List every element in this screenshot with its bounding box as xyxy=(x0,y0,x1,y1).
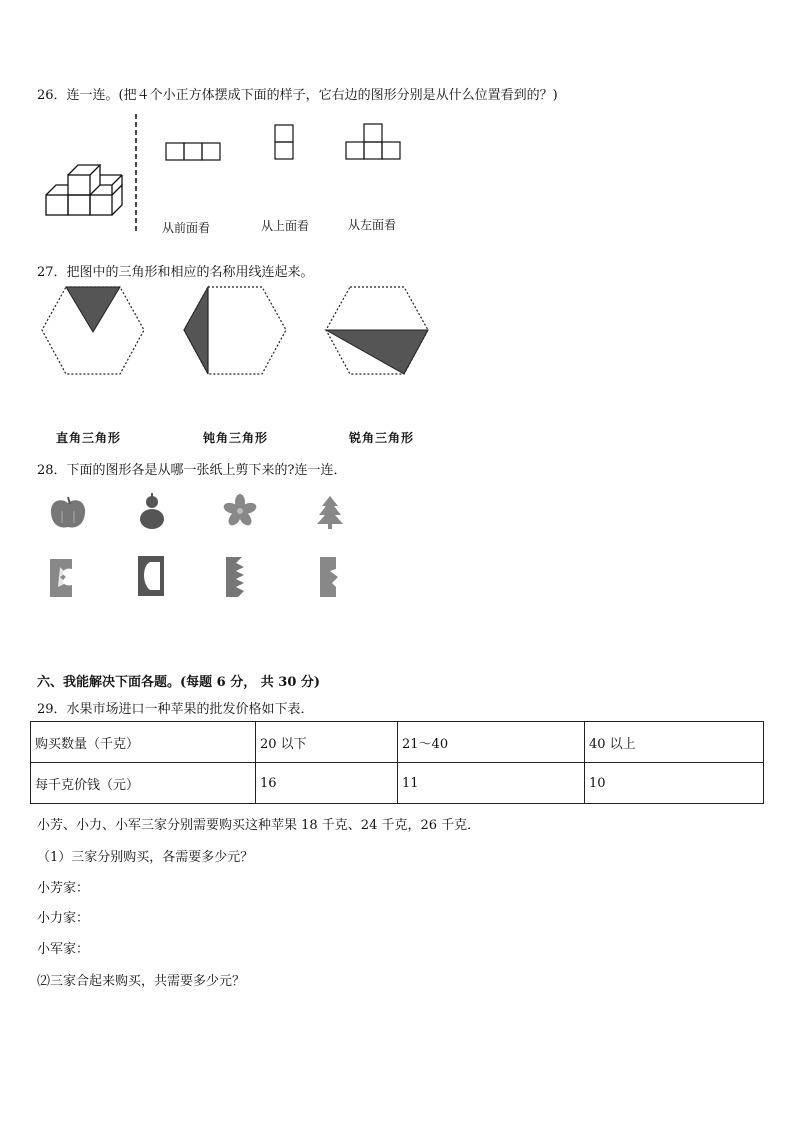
price-table xyxy=(30,721,764,804)
flower-cutout-figure xyxy=(220,493,260,529)
view-top-figure xyxy=(274,124,296,162)
label-obtuse-triangle: 钝角三角形 xyxy=(203,431,269,445)
paper-2-figure xyxy=(136,554,168,598)
table-cell: 16 xyxy=(256,763,398,804)
section-6-title: 六、我能解决下面各题。(每题 6 分， 共 30 分) xyxy=(37,675,321,690)
view-left-figure xyxy=(345,123,403,161)
answer-line-xiaoli: 小力家： xyxy=(37,911,90,926)
table-cell: 11 xyxy=(398,763,585,804)
label-left-view: 从左面看 xyxy=(348,218,397,232)
cube-stack-figure xyxy=(40,155,130,221)
label-acute-triangle: 锐角三角形 xyxy=(349,431,415,445)
table-cell: 40 以上 xyxy=(585,722,764,763)
table-cell: 21～40 xyxy=(398,722,585,763)
q29-subquestion-1: （1）三家分别购买，各需要多少元？ xyxy=(37,850,254,865)
answer-line-xiaojun: 小军家： xyxy=(37,942,90,957)
table-cell: 每千克价钱（元） xyxy=(31,763,256,804)
tree-cutout-figure xyxy=(314,494,346,530)
q27-text: 27．把图中的三角形和相应的名称用线连起来。 xyxy=(37,265,314,280)
table-cell: 10 xyxy=(585,763,764,804)
table-cell: 20 以下 xyxy=(256,722,398,763)
q29-description: 小芳、小力、小军三家分别需要购买这种苹果 18 千克、24 千克，26 千克． xyxy=(37,818,481,833)
q29-text: 29．水果市场进口一种苹果的批发价格如下表． xyxy=(37,702,314,717)
table-row xyxy=(31,722,764,763)
gourd-cutout-figure xyxy=(136,492,168,532)
hexagon-3-figure xyxy=(324,284,432,378)
paper-3-figure xyxy=(224,555,254,599)
label-front-view: 从前面看 xyxy=(162,221,211,235)
table-cell: 购买数量（千克） xyxy=(31,722,256,763)
answer-line-xiaofang: 小芳家： xyxy=(37,881,90,896)
table-row xyxy=(31,763,764,804)
apple-cutout-figure xyxy=(48,495,88,531)
label-top-view: 从上面看 xyxy=(261,219,310,233)
q29-subquestion-2: ⑵三家合起来购买，共需要多少元？ xyxy=(37,974,246,989)
q26-text: 26．连一连。(把４个小正方体摆成下面的样子，它右边的图形分别是从什么位置看到的？) xyxy=(37,88,558,103)
paper-4-figure xyxy=(318,555,346,599)
hexagon-1-figure xyxy=(40,284,148,378)
label-right-triangle: 直角三角形 xyxy=(56,431,122,445)
q28-text: 28．下面的图形各是从哪一张纸上剪下来的?连一连． xyxy=(37,463,347,478)
view-front-figure xyxy=(165,142,223,162)
hexagon-2-figure xyxy=(182,284,290,378)
dashed-divider xyxy=(133,114,139,234)
paper-1-figure xyxy=(48,557,78,599)
